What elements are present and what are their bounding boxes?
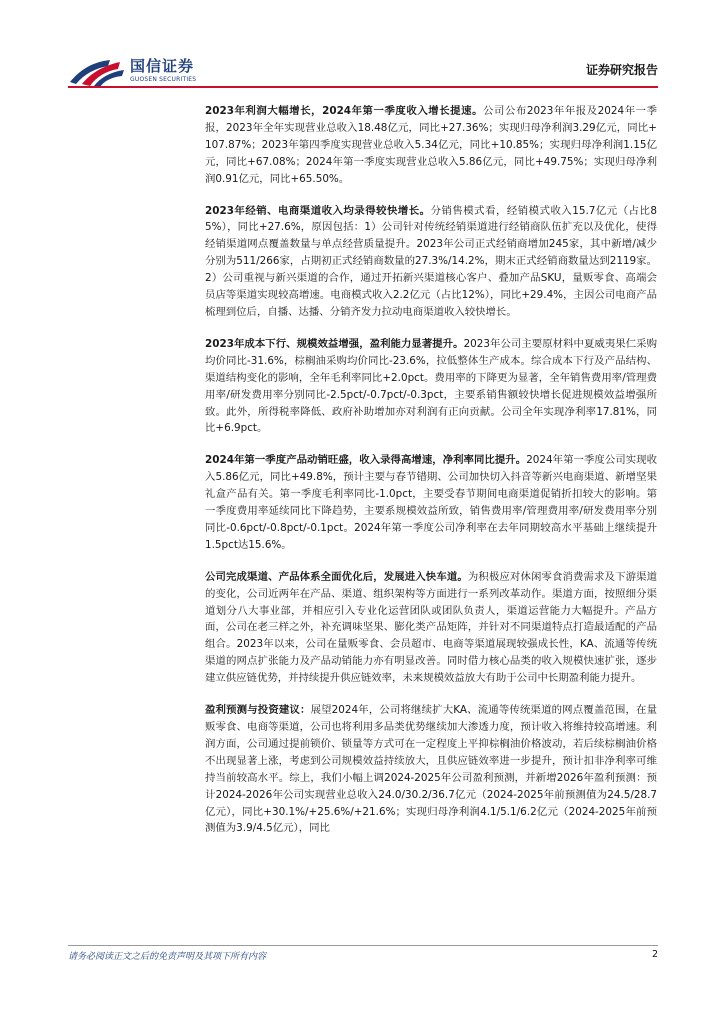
paragraph-profitability	[205, 336, 657, 437]
guosen-logo	[68, 52, 228, 88]
paragraph-heading: 2023年利润大幅增长，2024年第一季度收入增长提速。	[205, 105, 484, 117]
report-body	[205, 103, 657, 852]
paragraph-heading: 盈利预测与投资建议：	[205, 704, 311, 717]
report-type-label: 证券研究报告	[585, 63, 658, 77]
guosen-logo-icon	[68, 52, 126, 88]
paragraph-text: 2023年公司主要原材料中夏威夷果仁采购均价同比-31.6%，棕榈油采购均价同比-23.6%，拉低整体生产成本。综合成本下行及产品结构、渠道结构变化的影响，全年毛利率同比+2.0pct。费用率的下降更为显著，全年销售费用率/管理费用率/研发费用率分别同比-2.5pct/-0.7pct/-0.3pct，主要系销售额较快增长促进规模效益增强所致。此外，所得税率降低、政府补助增加亦对利润有正向贡献。公司全年实现净利率17.81%，同比+6.9pct。	[205, 337, 657, 435]
paragraph-heading: 2023年成本下行、规模效益增强，盈利能力显著提升。	[205, 337, 464, 350]
logo-chinese-name: 国信证券	[130, 57, 195, 75]
logo-english-name: GUOSEN SECURITIES	[130, 76, 197, 83]
paragraph-channel-growth	[205, 203, 657, 321]
footer-divider	[68, 945, 658, 946]
header-divider	[68, 86, 658, 88]
paragraph-heading: 2023年经销、电商渠道收入均录得较快增长。	[205, 204, 431, 217]
paragraph-forecast	[205, 702, 657, 837]
page-number: 2	[651, 949, 658, 960]
paragraph-text: 展望2024年，公司将继续扩大KA、流通等传统渠道的网点覆盖范围，在量贩零食、电商等渠道，公司也将利用多品类优势继续加大渗透力度，预计收入将维持较高增速。利润方面，公司通过提前锁价、锁量等方式可在一定程度上平抑棕榈油价格波动，若后续棕榈油价格不出现显著上涨，考虑到公司规模效益持续放大，且供应链效率进一步提升，预计扣非净利率可维持当前较高水平。综上，我们小幅上调2024-2025年公司盈利预测，并新增2026年盈利预测：预计2024-2026年公司实现营业总收入24.0/30.2/36.7亿元（2024-2025年前预测值为24.5/28.7亿元），同比+30.1%/+25.6%/+21.6%；实现归母净利润4.1/5.1/6.2亿元（2024-2025年前预测值为3.9/4.5亿元），同比	[205, 704, 658, 835]
paragraph-optimization	[205, 569, 657, 687]
paragraph-text: 为积极应对休闲零食消费需求及下游渠道的变化，公司近两年在产品、渠道、组织架构等方面进行一系列改革动作。渠道方面，按照细分渠道划分八大事业部，并相应引入专业化运营团队或团队负责人，渠道运营能力大幅提升。产品方面，公司在老三样之外，补充调味坚果、膨化类产品矩阵，并针对不同渠道特点打造最适配的产品组合。2023年以来，公司在量贩零食、会员超市、电商等渠道展现较强成长性，KA、流通等传统渠道的网点扩张能力及产品动销能力亦有明显改善。同时借力核心品类的收入规模快速扩张，逐步建立供应链优势，并持续提升供应链效率，未来规模效益放大有助于公司中长期盈利能力提升。	[205, 570, 658, 685]
paragraph-heading: 公司完成渠道、产品体系全面优化后，发展进入快车道。	[205, 570, 468, 583]
page-header	[68, 50, 658, 90]
footer-disclaimer: 请务必阅读正文之后的免责声明及其项下所有内容	[68, 952, 267, 962]
paragraph-q1-performance	[205, 452, 657, 553]
paragraph-heading: 2024年第一季度产品动销旺盛，收入录得高增速，净利率同比提升。	[205, 454, 527, 467]
paragraph-text: 2024年第一季度公司实现收入5.86亿元，同比+49.8%，预计主要与春节错期、公司加快切入抖音等新兴电商渠道、新增坚果礼盒产品有关。第一季度毛利率同比-1.0pct，主要受春节期间电商渠道促销折扣较大的影响。第一季度费用率延续同比下降趋势，主要系规模效益所致，销售费用率/管理费用率/研发费用率分别同比-0.6pct/-0.8pct/-0.1pct。2024年第一季度公司净利率在去年同期较高水平基础上继续提升1.5pct达15.6%。	[205, 454, 657, 551]
paragraph-text: 分销售模式看，经销模式收入15.7亿元（占比85%），同比+27.6%，原因包括：1）公司针对传统经销渠道进行经销商队伍扩充以及优化，使得经销渠道网点覆盖数量与单点经营质量提升。2023年公司正式经销商增加245家，其中新增/减少分别为511/266家，占期初正式经销商数量的27.3%/14.2%，期末正式经销商数量达到2119家。2）公司重视与新兴渠道的合作，通过开拓新兴渠道核心客户、叠加产品SKU，量贩零食、高端会员店等渠道实现较高增速。电商模式收入2.2亿元（占比12%），同比+29.4%，主因公司电商产品梳理到位后，自播、达播、分销齐发力拉动电商渠道收入较快增长。	[205, 204, 658, 318]
paragraph-profit-growth	[205, 103, 657, 188]
paragraph-text: 公司公布2023年年报及2024年一季报，2023年全年实现营业总收入18.48亿元，同比+27.36%；实现归母净利润3.29亿元，同比+107.87%；2023年第四季度实现营业总收入5.34亿元，同比+10.85%；实现归母净利润1.15亿元，同比+67.08%；2024年第一季度实现营业总收入5.86亿元，同比+49.75%；实现归母净利润0.91亿元，同比+65.50%。	[205, 105, 657, 185]
